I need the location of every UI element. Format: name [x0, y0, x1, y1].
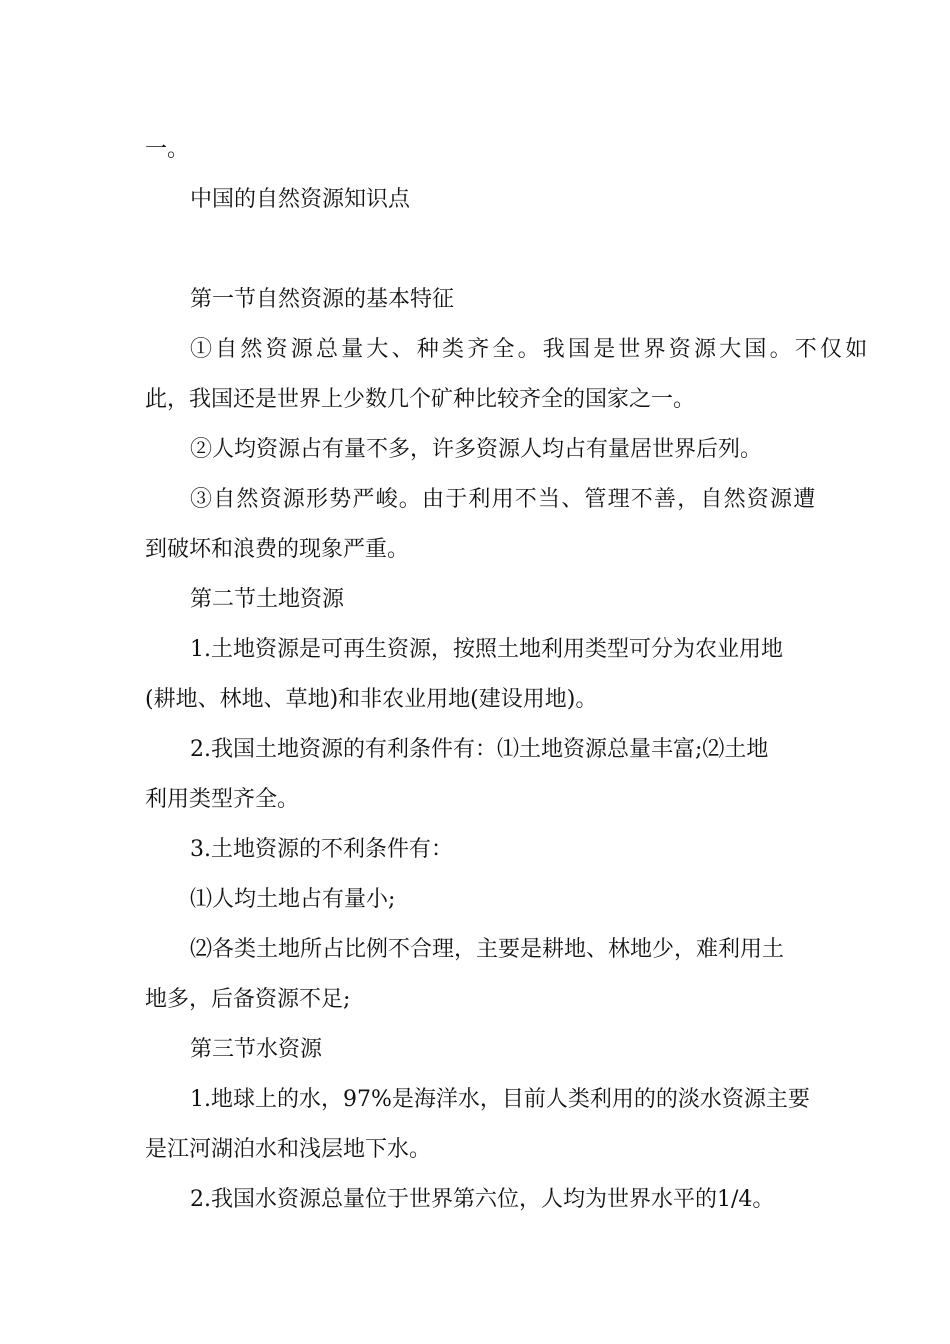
paragraph-line: ⑵各类土地所占比例不合理，主要是耕地、林地少，难利用土 [190, 937, 785, 962]
section-heading: 第一节自然资源的基本特征 [190, 287, 455, 312]
paragraph-line: 1.土地资源是可再生资源，按照土地利用类型可分为农业用地 [190, 637, 783, 662]
paragraph-line: 2.我国土地资源的有利条件有：⑴土地资源总量丰富;⑵土地 [190, 737, 769, 762]
paragraph-line: 1.地球上的水，97%是海洋水，目前人类利用的的淡水资源主要 [190, 1087, 810, 1112]
text-line: 一。 [145, 137, 190, 162]
paragraph-line: 此，我国还是世界上少数几个矿种比较齐全的国家之一。 [145, 387, 696, 412]
paragraph-line: ①自然资源总量大、种类齐全。我国是世界资源大国。不仅如 [190, 337, 871, 362]
paragraph-line: 3.土地资源的不利条件有： [190, 837, 453, 862]
paragraph-line: ③自然资源形势严峻。由于利用不当、管理不善，自然资源遭 [190, 487, 817, 512]
paragraph-line: 到破坏和浪费的现象严重。 [145, 537, 410, 562]
paragraph-line: (耕地、林地、草地)和非农业用地(建设用地)。 [145, 687, 598, 712]
paragraph-line: 是江河湖泊水和浅层地下水。 [145, 1137, 432, 1162]
paragraph-line: 2.我国水资源总量位于世界第六位，人均为世界水平的1/4。 [190, 1187, 775, 1212]
section-heading: 第三节水资源 [190, 1037, 323, 1062]
paragraph-line: ⑴人均土地占有量小; [190, 887, 396, 912]
paragraph-line: ②人均资源占有量不多，许多资源人均占有量居世界后列。 [190, 437, 763, 462]
paragraph-line: 地多，后备资源不足; [145, 987, 351, 1012]
section-heading: 第二节土地资源 [190, 587, 345, 612]
paragraph-line: 利用类型齐全。 [145, 787, 300, 812]
section-heading: 中国的自然资源知识点 [190, 187, 411, 212]
